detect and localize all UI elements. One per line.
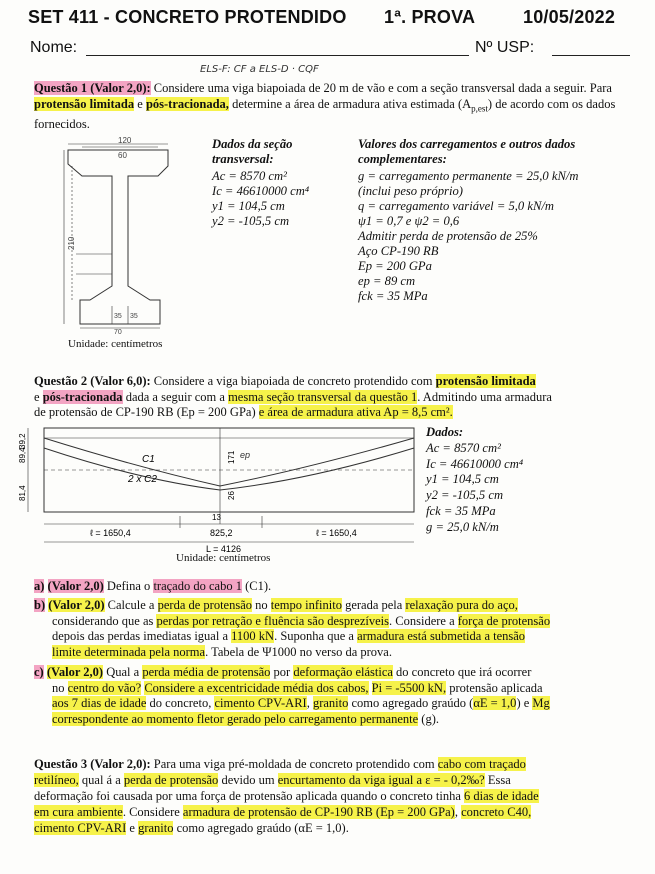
q3-label: Questão 3 (Valor 2,0): bbox=[34, 757, 151, 771]
q2-data-title: Dados: bbox=[426, 425, 464, 439]
dim-89-4: 89,4 bbox=[18, 447, 27, 463]
dim-bot1: 35 bbox=[114, 313, 122, 320]
dim-bot2: 35 bbox=[130, 313, 138, 320]
q1-section-data bbox=[212, 169, 309, 229]
dim-81-4: 81,4 bbox=[18, 485, 27, 501]
cross-section-figure bbox=[62, 134, 174, 334]
load-ep: Ep = 200 GPa bbox=[358, 259, 432, 273]
q2-y1: y1 = 104,5 cm bbox=[426, 472, 499, 487]
label-c1: C1 bbox=[142, 454, 155, 465]
q1-y2: y2 = -105,5 cm bbox=[212, 214, 290, 228]
load-g-note: (inclui peso próprio) bbox=[358, 184, 463, 198]
dim-flange: 60 bbox=[118, 151, 127, 160]
dim-26: 26 bbox=[227, 491, 236, 500]
q2-item-c: c) (Valor 2,0) Qual a perda média de protensão por deformação elástica do concreto que irá ocorrer no centro do vão? Considere a excentricidade média dos cabos, Pi = -5500 kN, protensão aplicada aos 7 dias de idade do concreto, cimento CPV-ARI, granito como agregado graúdo (αE = 1,0) e Mg correspondente ao momento fletor gerado pelo carregamento permanente (g). bbox=[34, 665, 550, 726]
q2-g: g = 25,0 kN/m bbox=[426, 519, 499, 534]
dim-l3: ℓ = 1650,4 bbox=[316, 528, 357, 538]
dim-total-length: L = 4126 bbox=[206, 544, 241, 554]
q2-unit: Unidade: centímetros bbox=[176, 552, 271, 564]
q1-section-title: Dados da seção transversal: bbox=[212, 137, 293, 166]
dim-171: 171 bbox=[227, 450, 236, 464]
q2-fck: fck = 35 MPa bbox=[426, 503, 496, 518]
dim-l2: 825,2 bbox=[210, 528, 233, 538]
dim-top: 120 bbox=[118, 136, 132, 145]
name-field[interactable] bbox=[86, 55, 469, 56]
load-fck: fck = 35 MPa bbox=[358, 289, 428, 303]
usp-field[interactable] bbox=[552, 55, 630, 56]
dim-l1: ℓ = 1650,4 bbox=[90, 528, 131, 538]
q1-ac: Ac = 8570 cm² bbox=[212, 169, 287, 183]
q3-statement: Questão 3 (Valor 2,0): Para uma viga pré-moldada de concreto protendido com cabo com traçado retilíneo, qual á a perda de protensão devido um encurtamento da viga igual a ε = - 0,2‰? Essa deformação foi causada por uma força de protensão aplicada quando o concreto tinha 6 dias de idade em cura ambiente. Considere armadura de protensão de CP-190 RB (Ep = 200 GPa), concreto C40, cimento CPV-ARI e granito como agregado graúdo (αE = 1,0). bbox=[34, 757, 539, 835]
dim-bot3: 70 bbox=[114, 329, 122, 336]
label-c2: 2 x C2 bbox=[128, 474, 157, 485]
handwritten-note: ELS-F: CF a ELS-D · CQF bbox=[200, 64, 319, 75]
q1-statement: Questão 1 (Valor 2,0): Considere uma viga biapoiada de 20 m de vão e com a seção transversal dada a seguir. Para protensão limitada e pós-tracionada, determine a área de armadura ativa estimada $(A_{p,est})$ de acordo com os dados fornecidos. bbox=[34, 81, 616, 131]
q1-unit: Unidade: centímetros bbox=[68, 338, 163, 350]
load-eccentricity: ep = 89 cm bbox=[358, 274, 416, 288]
q2-label: Questão 2 (Valor 6,0): bbox=[34, 374, 151, 388]
q2-data bbox=[426, 441, 523, 535]
q1-y1: y1 = 104,5 cm bbox=[212, 199, 285, 213]
dim-13: 13 bbox=[212, 513, 221, 522]
q1-ic: Ic = 46610000 cm⁴ bbox=[212, 184, 310, 198]
label-ep: ep bbox=[240, 450, 251, 460]
exam-label: 1ª. PROVA bbox=[384, 7, 476, 27]
usp-label: Nº USP: bbox=[475, 39, 535, 56]
exam-date: 10/05/2022 bbox=[523, 7, 616, 27]
q1-loads-title: Valores dos carregamentos e outros dados complementares: bbox=[358, 137, 576, 166]
q2-ic: Ic = 46610000 cm⁴ bbox=[426, 456, 524, 471]
load-psi: ψ1 = 0,7 e ψ2 = 0,6 bbox=[358, 214, 460, 228]
q1-loads bbox=[358, 169, 633, 304]
q2-item-a: a) (Valor 2,0) Defina o traçado do cabo 1 (C1). bbox=[34, 579, 272, 593]
q2-item-b: b) (Valor 2,0) Calcule a perda de protensão no tempo infinito gerada pela relaxação pura do aço, considerando que as perdas por retração e fluência são desprezíveis. Considere a força de protensão depois das perdas imediatas igual a 1100 kN. Suponha que a armadura está submetida a tensão limite determinada pela norma. Tabela de Ψ1000 no verso da prova. bbox=[34, 598, 551, 659]
q2-ac: Ac = 8570 cm² bbox=[426, 441, 501, 455]
name-label: Nome: bbox=[30, 39, 78, 56]
load-steel: Aço CP-190 RB bbox=[358, 244, 439, 258]
q1-label: Questão 1 (Valor 2,0): bbox=[34, 81, 151, 95]
load-g: g = carregamento permanente = 25,0 kN/m bbox=[358, 169, 579, 183]
q2-y2: y2 = -105,5 cm bbox=[426, 488, 504, 503]
dim-39-2: 39,2 bbox=[18, 433, 27, 449]
beam-diagram bbox=[20, 424, 420, 554]
dim-web: 210 bbox=[67, 236, 76, 250]
q2-statement: Questão 2 (Valor 6,0): Considere a viga biapoiada de concreto protendido com protensão limitada e pós-tracionada dada a seguir com a mesma seção transversal da questão 1. Admitindo uma armadura de protensão de CP-190 RB (Ep = 200 GPa) e área de armadura ativa Ap = 8,5 cm². bbox=[34, 374, 552, 419]
course-title: SET 411 - CONCRETO PROTENDIDO bbox=[28, 7, 347, 27]
load-loss: Admitir perda de protensão de 25% bbox=[358, 229, 538, 243]
load-q: q = carregamento variável = 5,0 kN/m bbox=[358, 199, 554, 213]
